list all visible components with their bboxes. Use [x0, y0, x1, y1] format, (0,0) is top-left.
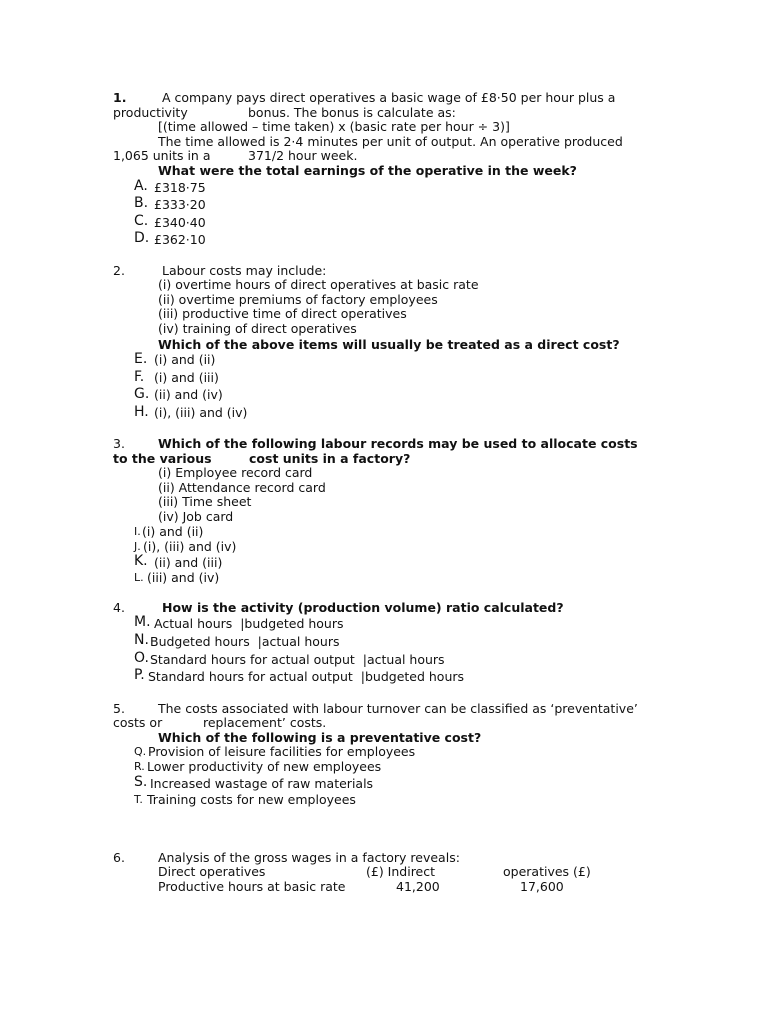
q1-text-line1: A company pays direct operatives a basic wage of £8·50 per hour plus a	[162, 90, 616, 105]
option-text: (i) and (ii)	[142, 524, 204, 539]
option-letter: R.	[134, 760, 145, 773]
option-letter: O.	[134, 650, 149, 666]
option-letter: E.	[134, 351, 148, 367]
q6-number: 6.	[113, 850, 125, 865]
q6-row-label: Productive hours at basic rate	[158, 879, 346, 894]
option-letter: S.	[134, 774, 148, 790]
q1-text-line4: The time allowed is 2·4 minutes per unit of output. An operative produced	[158, 134, 623, 149]
option-letter: K.	[134, 553, 148, 569]
option-text: Actual hours |budgeted hours	[154, 616, 344, 631]
q3-question-line2b: cost units in a factory?	[249, 451, 411, 466]
q6-header-indirect: (£) Indirect	[366, 864, 436, 879]
q1-number: 1.	[113, 90, 127, 105]
option-text: Training costs for new employees	[147, 792, 356, 807]
option-text: (i) and (ii)	[154, 352, 216, 367]
q1-question: What were the total earnings of the operative in the week?	[158, 163, 577, 178]
q2-item: (ii) overtime premiums of factory employees	[158, 292, 438, 307]
option-text: (i), (iii) and (iv)	[154, 405, 248, 420]
option-letter: T.	[134, 793, 143, 806]
q2-item: (iii) productive time of direct operatives	[158, 306, 407, 321]
q3-question-line2a: to the various	[113, 451, 212, 466]
q3-number: 3.	[113, 436, 125, 451]
q6-row-direct-value: 41,200	[396, 879, 440, 894]
option-letter: F.	[134, 369, 145, 385]
option-letter: Q.	[134, 745, 147, 758]
option-text: (i) and (iii)	[154, 370, 219, 385]
option-text: £318·75	[154, 180, 206, 195]
q1-text-line2b: bonus. The bonus is calculate as:	[248, 105, 456, 120]
option-text: Budgeted hours |actual hours	[150, 634, 340, 649]
option-letter: H.	[134, 404, 149, 420]
option-text: Standard hours for actual output |budgeted hours	[148, 669, 465, 684]
q1-text-line5a: 1,065 units in a	[113, 148, 211, 163]
q1-text-line2a: productivity	[113, 105, 188, 120]
q2-item: (i) overtime hours of direct operatives at basic rate	[158, 277, 479, 292]
option-letter: D.	[134, 230, 150, 246]
option-text: (ii) and (iv)	[154, 387, 223, 402]
option-letter: G.	[134, 386, 150, 402]
q3-item: (iv) Job card	[158, 509, 234, 524]
q2-item: (iv) training of direct operatives	[158, 321, 357, 336]
option-text: Standard hours for actual output |actual hours	[150, 652, 445, 667]
option-text: (i), (iii) and (iv)	[143, 539, 237, 554]
option-text: £340·40	[154, 215, 206, 230]
option-text: Lower productivity of new employees	[147, 759, 382, 774]
option-text: (iii) and (iv)	[147, 570, 220, 585]
q4-question: How is the activity (production volume) ratio calculated?	[162, 600, 564, 615]
q3-item: (ii) Attendance record card	[158, 480, 326, 495]
q6-header-direct: Direct operatives	[158, 864, 266, 879]
q6-row-indirect-value: 17,600	[520, 879, 564, 894]
q4-number: 4.	[113, 600, 125, 615]
option-letter: P.	[134, 667, 145, 683]
option-letter: B.	[134, 195, 149, 211]
option-text: £333·20	[154, 197, 206, 212]
q6-header-operatives: operatives (£)	[503, 864, 591, 879]
q5-number: 5.	[113, 701, 125, 716]
q2-question: Which of the above items will usually be treated as a direct cost?	[158, 337, 620, 352]
q5-text-line2b: replacement’ costs.	[203, 715, 327, 730]
option-letter: N.	[134, 632, 149, 648]
option-text: Provision of leisure facilities for employees	[148, 744, 416, 759]
q2-intro: Labour costs may include:	[162, 263, 327, 278]
q1-text-line5b: 371/2 hour week.	[248, 148, 358, 163]
q3-question-line1: Which of the following labour records may be used to allocate costs	[158, 436, 638, 451]
option-text: £362·10	[154, 232, 206, 247]
option-letter: J.	[134, 540, 141, 553]
option-text: (ii) and (iii)	[154, 555, 223, 570]
q5-text-line1: The costs associated with labour turnover can be classified as ‘preventative’	[158, 701, 638, 716]
q3-item: (i) Employee record card	[158, 465, 313, 480]
option-letter: C.	[134, 213, 149, 229]
q3-item: (iii) Time sheet	[158, 494, 252, 509]
option-letter: M.	[134, 614, 151, 630]
option-letter: I.	[134, 525, 141, 538]
option-letter: A.	[134, 178, 148, 194]
option-letter: L.	[134, 571, 144, 584]
q5-question: Which of the following is a preventative cost?	[158, 730, 482, 745]
option-text: Increased wastage of raw materials	[150, 776, 374, 791]
q2-number: 2.	[113, 263, 125, 278]
q6-intro: Analysis of the gross wages in a factory reveals:	[158, 850, 460, 865]
q5-text-line2a: costs or	[113, 715, 163, 730]
q1-bonus-formula: [(time allowed – time taken) x (basic rate per hour ÷ 3)]	[158, 119, 510, 134]
